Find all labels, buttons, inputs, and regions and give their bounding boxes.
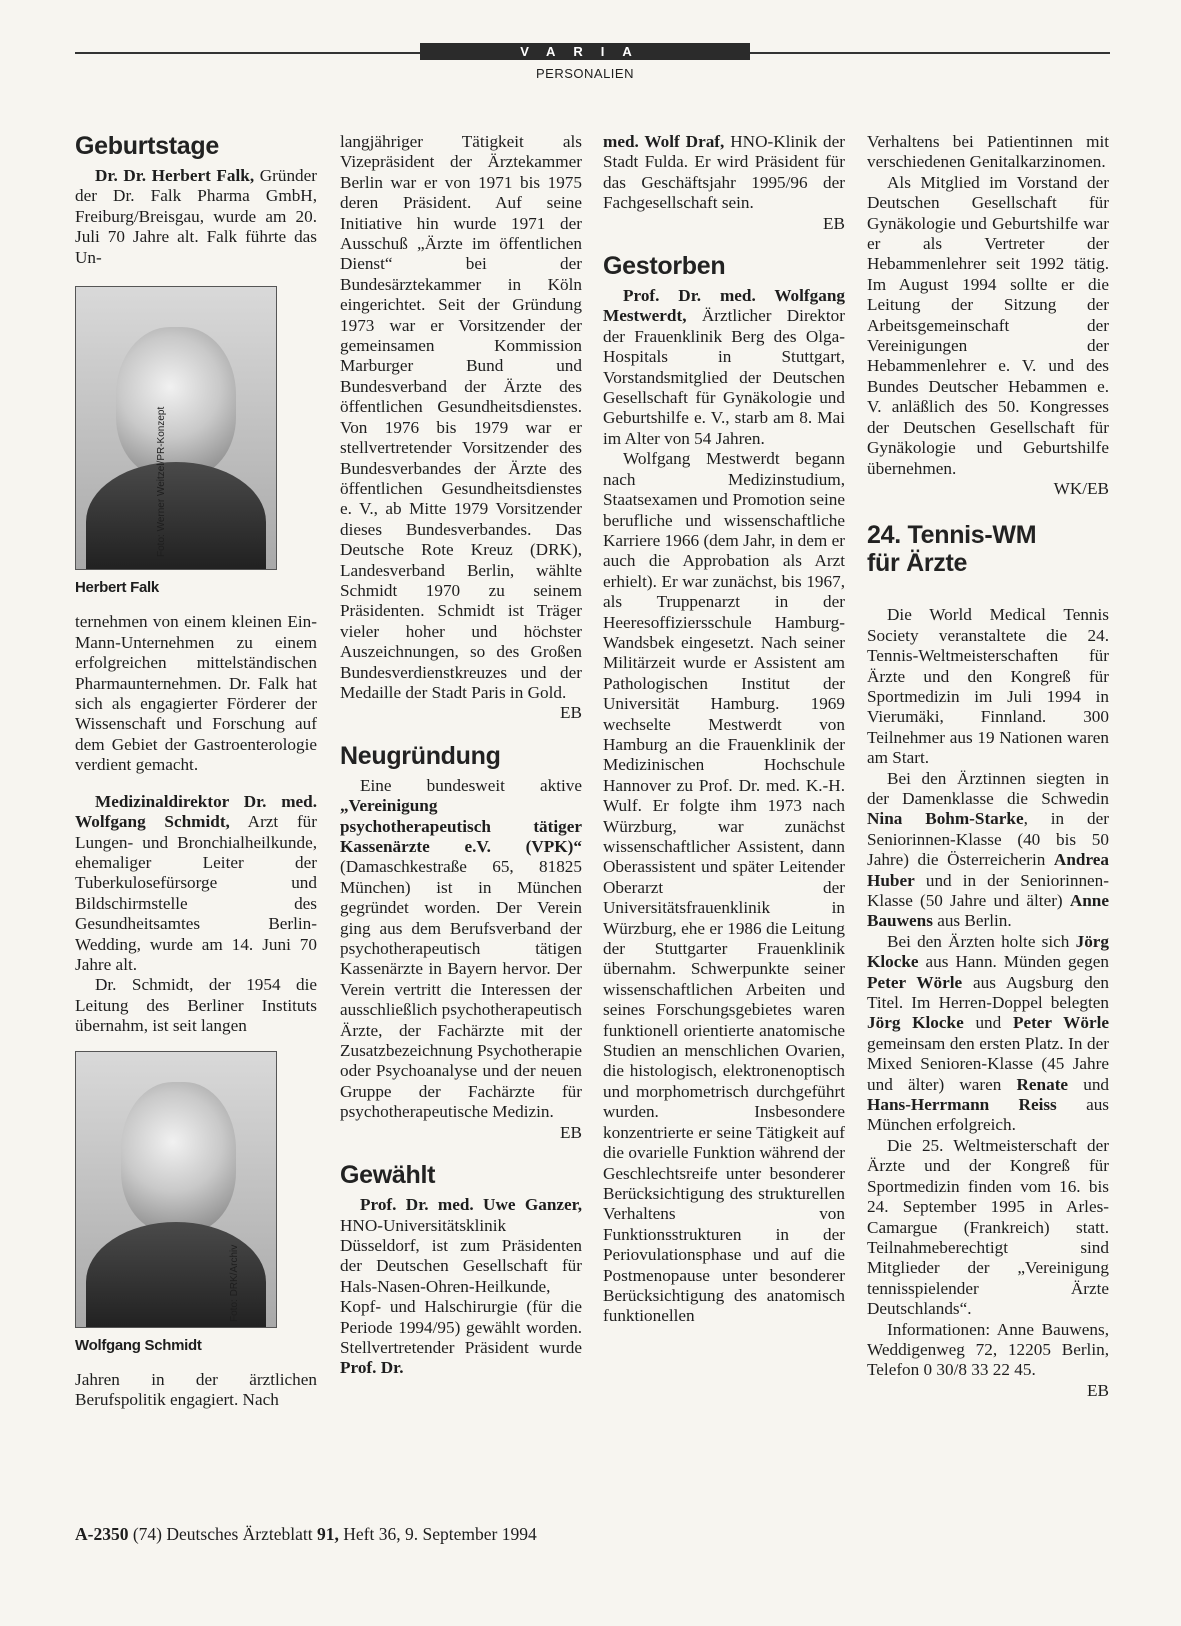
column-1 — [75, 132, 317, 1411]
heading-tennis-wm — [867, 521, 1109, 577]
text: Eine bundesweit aktive — [360, 775, 582, 795]
paragraph — [75, 166, 317, 268]
heading-line: für Ärzte — [867, 549, 968, 578]
footer-text: (74) Deutsches Ärzteblatt — [132, 1524, 313, 1544]
person-name: Jörg Klocke — [867, 1013, 964, 1033]
photo-caption: Wolfgang Schmidt — [75, 1336, 202, 1354]
person-name: Hans-Herrmann Reiss — [867, 1095, 1057, 1115]
person-name: Andrea Huber — [867, 850, 1109, 890]
organization-name: „Vereinigung psychotherapeutisch tätiger Kassenärzte e.V. (VPK)“ — [340, 796, 582, 856]
text: aus München erfolgreich. — [867, 1095, 1109, 1135]
paragraph: ternehmen von einem kleinen Ein-Mann-Unternehmen zu einem erfolgreichen mittelständischen Pharmaunternehmen. Dr. Falk hat sich als engagierter Förderer der Wissenschaft und Forschung auf dem Gebiet der Gastroenterologie verdient gemacht. — [75, 612, 317, 775]
footer-text: Heft 36, 9. September 1994 — [343, 1524, 537, 1544]
person-name: Peter Wörle — [1012, 1013, 1109, 1033]
text: HNO-Klinik der Stadt Fulda. Er wird Präsident für das Geschäftsjahr 1995/96 der Fachgesellschaft sein. — [603, 132, 845, 213]
page-footer — [75, 1524, 537, 1545]
paragraph: Die 25. Weltmeisterschaft der Ärzte und der Kongreß für Sportmedizin finden vom 16. bis 24. September 1995 in Arles-Camargue (Frankreich) statt. Teilnahmeberechtigt sind Mitglieder der „Vereinigung tennisspielender Ärzte Deutschlands“. — [867, 1135, 1109, 1319]
paragraph — [603, 286, 845, 449]
text: Ärztlicher Direktor der Frauenklinik Berg des Olga-Hospitals in Stuttgart, Vorstandsmitglied der Deutschen Gesellschaft für Gynäkologie und Geburtshilfe e. V., starb am 8. Mai im Alter von 54 Jahren. — [603, 306, 845, 448]
column-3 — [603, 132, 845, 1327]
text: Gründer der Dr. Falk Pharma GmbH, Freiburg/Breisgau, wurde am 20. Juli 70 Jahre alt. Falk führte das Un- — [75, 166, 317, 267]
paragraph — [867, 932, 1109, 1136]
paragraph — [340, 776, 582, 1123]
paragraph — [340, 1195, 582, 1379]
portrait-head — [121, 1082, 236, 1232]
photo-caption: Herbert Falk — [75, 579, 159, 597]
heading-line: 24. Tennis-WM — [867, 521, 1037, 550]
person-name: med. Wolf Draf, — [603, 132, 725, 151]
text: Arzt für Lungen- und Bronchialheilkunde, ehemaliger Leiter der Tuberkulosefürsorge und Bildschirmstelle des Gesundheitsamtes Berlin-Wedding, wurde am 14. Juni 70 Jahre alt. — [75, 812, 317, 974]
heading-gewaehlt: Gewählt — [340, 1161, 436, 1190]
text: und — [975, 1013, 1002, 1033]
photo-wolfgang-schmidt — [75, 1051, 277, 1328]
portrait-body — [86, 462, 266, 570]
person-name: Dr. Dr. Herbert Falk, — [95, 166, 255, 185]
person-name: Jörg Klocke — [867, 931, 1110, 972]
text: , in der Seniorinnen-Klasse (40 bis 50 Jahre) die Österreicherin — [867, 809, 1109, 870]
text: gemeinsam den ersten Platz. In der Mixed Senioren-Klasse (45 Jahre und älter) waren — [867, 1033, 1109, 1094]
volume-number: 91, — [317, 1524, 339, 1544]
heading-neugruendung: Neugründung — [340, 741, 501, 770]
text: aus Hann. Münden gegen — [925, 952, 1109, 972]
signature: WK/EB — [1053, 478, 1109, 498]
page-number: A-2350 — [75, 1524, 129, 1544]
paragraph: Informationen: Anne Bauwens, Weddigenweg 72, 12205 Berlin, Telefon 0 30/8 33 22 45. — [867, 1319, 1109, 1380]
paragraph: Dr. Schmidt, der 1954 die Leitung des Berliner Instituts übernahm, ist seit langen — [75, 975, 317, 1036]
text: und in der Seniorinnen-Klasse (50 Jahre und älter) — [867, 870, 1109, 910]
signature: EB — [560, 703, 582, 723]
text: (Damaschkestraße 65, 81825 München) ist in München gegründet worden. Der Verein ging aus dem Berufsverband der psychotherapeutisch tätigen Kassenärzte in Bayern hervor. Der Verein vertritt die Interessen der ausschließlich psychotherapeutisch Ärzte, der Fachärzte mit der Zusatzbezeichnung Psychotherapie oder Psychoanalyse und der neuen Gruppe der Fachärzte für psychotherapeutische Medizin. — [340, 857, 582, 1122]
paragraph — [867, 769, 1109, 932]
person-name: Renate — [1016, 1074, 1069, 1094]
column-4 — [867, 132, 1109, 1401]
person-name: Anne Bauwens — [867, 891, 1109, 931]
photo-credit: Foto: Werner Weitzel/PR-Konzept — [155, 406, 167, 558]
signature: EB — [823, 213, 845, 233]
photo-credit: Foto: DRK/Archiv — [228, 1244, 240, 1322]
text: und — [1083, 1074, 1110, 1094]
paragraph: langjähriger Tätigkeit als Vizepräsident der Ärztekammer Berlin war er von 1971 bis 1975 deren Präsident. Auf seine Initiative hin wurde 1971 der Ausschuß „Ärzte im öffentlichen Dienst“ bei der Bundesärztekammer in Köln eingerichtet. Seit der Gründung 1973 war er Vorsitzender der gemeinsamen Kommission Marburger Bund und Bundesverband der Ärzte des öffentlichen Gesundheitsdienstes. Von 1976 bis 1979 war er stellvertretender Vorsitzender des Bundesverbandes der Ärzte des öffentlichen Gesundheitsdienstes e. V., ab Mitte 1979 Vorsitzender dieses Bundesverbandes. Das Deutsche Rote Kreuz (DRK), Landesverband Berlin, wählte Schmidt 1970 zu seinem Präsidenten. Schmidt ist Träger vieler hoher und höchster Auszeichnungen, so des Großen Bundesverdienstkreuzes und der Medaille der Stadt Paris in Gold. — [340, 132, 582, 702]
person-name: Prof. Dr. med. Uwe Ganzer, — [360, 1195, 582, 1215]
text: Bei den Ärztinnen siegten in der Damenklasse die Schwedin — [867, 768, 1109, 808]
column-2 — [340, 132, 582, 1379]
paragraph: Die World Medical Tennis Society veranstaltete die 24. Tennis-Weltmeisterschaften für Ärzte und den Kongreß für Sportmedizin im Juli 1994 in Vierumäki, Finnland. 300 Teilnehmer aus 19 Nationen waren am Start. — [867, 605, 1109, 768]
person-name: Peter Wörle — [867, 972, 963, 992]
section-banner: VARIA — [420, 43, 750, 60]
heading-geburtstage: Geburtstage — [75, 132, 219, 160]
text: Bei den Ärzten holte sich — [887, 931, 1070, 951]
person-name: Nina Bohm-Starke — [867, 809, 1024, 829]
photo-herbert-falk — [75, 286, 277, 570]
person-name: Prof. Dr. — [340, 1358, 404, 1378]
paragraph: Verhaltens bei Patientinnen mit verschiedenen Genitalkarzinomen. — [867, 132, 1109, 172]
paragraph: Jahren in der ärztlichen Berufspolitik engagiert. Nach — [75, 1369, 317, 1410]
paragraph: Als Mitglied im Vorstand der Deutschen Gesellschaft für Gynäkologie und Geburtshilfe war er als Vertreter der Hebammenlehrer seit 1992 tätig. Im August 1994 sollte er die Leitung der Sitzung der Arbeitsgemeinschaft der Vereinigungen der Hebammenlehrer e. V. und des Bundes Deutscher Hebammen e. V. anläßlich des 50. Kongresses der Deutschen Gesellschaft für Gynäkologie und Geburtshilfe übernehmen. — [867, 172, 1109, 478]
paragraph — [603, 132, 845, 214]
paragraph — [75, 792, 317, 976]
paragraph: Wolfgang Mestwerdt begann nach Medizinstudium, Staatsexamen und Promotion seine berufliche und wissenschaftliche Karriere 1966 (dem Jahr, in dem er auch die Approbation als Arzt erhielt). Er war zunächst, bis 1967, als Truppenarzt in der Heeresoffiziersschule Hamburg-Wandsbek eingesetzt. Nach seiner Militärzeit wurde er Assistent am Pathologischen Institut der Universität Hamburg. 1969 wechselte Mestwerdt von Hamburg an die Frauenklinik der Medizinischen Hochschule Hannover zu Prof. Dr. med. K.-H. Wulf. Er folgte ihm 1973 nach Würzburg, war zunächst wissenschaftlicher Assistent, dann Oberassistent und später Leitender Oberarzt der Universitätsfrauenklinik in Würzburg, ehe er 1986 die Leitung der Stuttgarter Frauenklinik übernahm. Schwerpunkte seiner wissenschaftlichen Arbeiten und seines Forschungsgebietes waren funktionell orientierte anatomische Studien an menschlichen Ovarien, die histologisch, elektronenoptisch und morphometrisch durchgeführt wurden. Insbesondere konzentrierte er seine Tätigkeit auf die ovarielle Funktion während der Geschlechtsreife unter besonderer Berücksichtigung des strukturellen Verhaltens von Funktionsstrukturen in der Periovulationsphase und auf die Postmenopause unter besonderer Berücksichtigung des anatomisch funktionellen — [603, 449, 845, 1326]
person-name: Prof. Dr. med. Wolfgang Mestwerdt, — [603, 286, 845, 326]
signature: EB — [560, 1122, 582, 1142]
signature: EB — [1087, 1380, 1109, 1400]
text: aus Berlin. — [937, 911, 1012, 931]
person-name: Medizinaldirektor Dr. med. Wolfgang Schmidt, — [75, 791, 317, 832]
heading-gestorben: Gestorben — [603, 252, 726, 281]
portrait-head — [116, 327, 236, 477]
text: HNO-Universitätsklinik Düsseldorf, ist zum Präsidenten der Deutschen Gesellschaft für Hals-Nasen-Ohren-Heilkunde, Kopf- und Halschirurgie (für die Periode 1994/95) gewählt worden. Stellvertretender Präsident wurde — [340, 1215, 582, 1357]
subsection-label: PERSONALIEN — [536, 66, 634, 81]
text: aus Augsburg den Titel. Im Herren-Doppel belegten — [867, 972, 1109, 1013]
